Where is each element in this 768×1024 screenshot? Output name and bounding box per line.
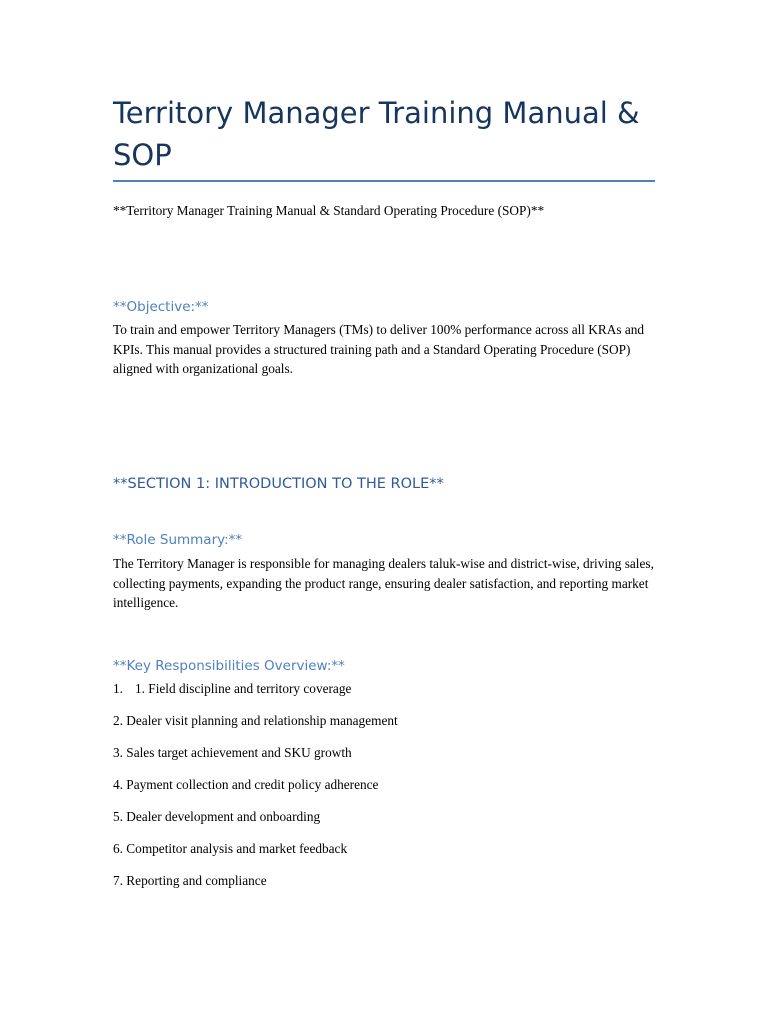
list-item-text: 7. Reporting and compliance	[113, 873, 267, 888]
list-item-text: 6. Competitor analysis and market feedback	[113, 841, 348, 856]
objective-paragraph: To train and empower Territory Managers (TMs) to deliver 100% performance across all KRAs and KPIs. This manual provides a structured training path and a Standard Operating Procedure (SOP) aligned with organizational goals.	[113, 322, 645, 376]
document-title: Territory Manager Training Manual & SOP	[113, 96, 640, 172]
list-item	[113, 839, 398, 871]
section-1-heading: **SECTION 1: INTRODUCTION TO THE ROLE**	[113, 476, 444, 492]
list-item	[113, 807, 398, 839]
list-item	[113, 711, 398, 743]
list-item	[113, 775, 398, 807]
title-underline	[113, 180, 655, 182]
list-item-text: 2. Dealer visit planning and relationship management	[113, 713, 398, 728]
list-item-text: 5. Dealer development and onboarding	[113, 809, 321, 824]
role-summary-paragraph: The Territory Manager is responsible for managing dealers taluk-wise and district-wise, driving sales, collecting payments, expanding the product range, ensuring dealer satisfaction, and reporting market intelligence.	[113, 556, 654, 610]
list-item	[113, 743, 398, 775]
list-item	[113, 679, 398, 711]
objective-heading: **Objective:**	[113, 299, 209, 315]
list-item-number: 1.	[113, 681, 123, 696]
list-item	[113, 871, 398, 903]
document-subtitle: **Territory Manager Training Manual & Standard Operating Procedure (SOP)**	[113, 203, 545, 218]
role-summary-heading: **Role Summary:**	[113, 532, 243, 548]
responsibilities-list	[113, 679, 398, 903]
list-item-text: 3. Sales target achievement and SKU growth	[113, 745, 352, 760]
list-item-text: 1. Field discipline and territory coverage	[135, 681, 352, 696]
responsibilities-heading: **Key Responsibilities Overview:**	[113, 658, 345, 674]
list-item-text: 4. Payment collection and credit policy adherence	[113, 777, 379, 792]
